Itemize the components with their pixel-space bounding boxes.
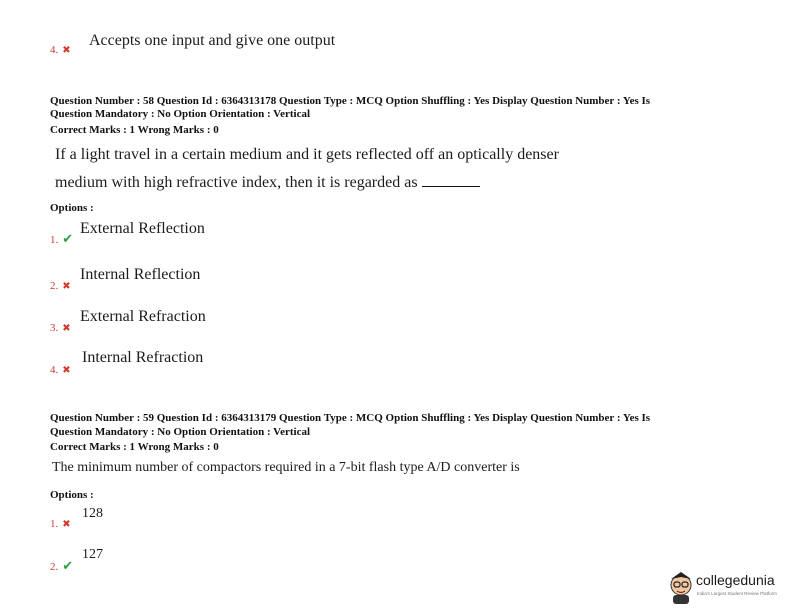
q59-option-2-text: 127	[82, 547, 103, 562]
q58-option-3-text: External Refraction	[80, 308, 206, 325]
check-icon: ✔	[62, 558, 74, 573]
cross-icon: ✖	[62, 365, 71, 376]
q58-text-line2-content: medium with high refractive index, then it is regarded as	[55, 174, 418, 191]
logo-tagline: India's Largest Student Review Platform	[697, 591, 777, 596]
q58-option-4-text: Internal Refraction	[82, 349, 204, 366]
q58-meta-line1: Question Number : 58 Question Id : 6364313178 Question Type : MCQ Option Shuffling : Yes Display Question Number : Yes Is	[50, 95, 651, 107]
q59-meta-line1: Question Number : 59 Question Id : 6364313179 Question Type : MCQ Option Shuffling : Yes Display Question Number : Yes Is	[50, 412, 651, 424]
q58-option-1-marker	[50, 230, 73, 248]
cross-icon: ✖	[62, 281, 71, 292]
q58-option-2-text: Internal Reflection	[80, 266, 201, 283]
q59-option-1-marker	[50, 514, 71, 532]
q59-meta-line2: Question Mandatory : No Option Orientation : Vertical	[50, 426, 311, 438]
q58-text-line1: If a light travel in a certain medium and it gets reflected off an optically denser	[55, 146, 559, 163]
q58-meta-line2: Question Mandatory : No Option Orientation : Vertical	[50, 108, 311, 120]
answer-blank	[422, 174, 480, 187]
q58-option-4-marker	[50, 360, 71, 378]
cross-icon: ✖	[62, 323, 71, 334]
logo-name: collegedunia	[696, 572, 775, 588]
cross-icon: ✖	[62, 45, 71, 56]
option-number: 1.	[50, 234, 59, 246]
q58-marks: Correct Marks : 1 Wrong Marks : 0	[50, 124, 219, 136]
q59-options-label: Options :	[50, 489, 94, 501]
q59-marks: Correct Marks : 1 Wrong Marks : 0	[50, 441, 219, 453]
q59-option-1-text: 128	[82, 506, 103, 521]
q58-options-label: Options :	[50, 202, 94, 214]
q59-text: The minimum number of compactors required in a 7-bit flash type A/D converter is	[52, 460, 520, 475]
cross-icon: ✖	[62, 519, 71, 530]
option-number: 4.	[50, 44, 59, 56]
q58-text-line2	[55, 174, 480, 192]
option-number: 3.	[50, 322, 59, 334]
check-icon: ✔	[62, 231, 74, 246]
mascot-icon	[668, 569, 694, 605]
option-number: 4.	[50, 364, 59, 376]
q58-option-2-marker	[50, 276, 71, 294]
collegedunia-logo	[668, 568, 786, 606]
q58-option-1-text: External Reflection	[80, 220, 205, 237]
option-number: 2.	[50, 280, 59, 292]
option-number: 1.	[50, 518, 59, 530]
option-number: 2.	[50, 561, 59, 573]
q59-option-2-marker	[50, 557, 73, 575]
q58-option-3-marker	[50, 318, 71, 336]
prev-option-4-text: Accepts one input and give one output	[89, 32, 336, 49]
prev-option-4	[50, 40, 71, 58]
